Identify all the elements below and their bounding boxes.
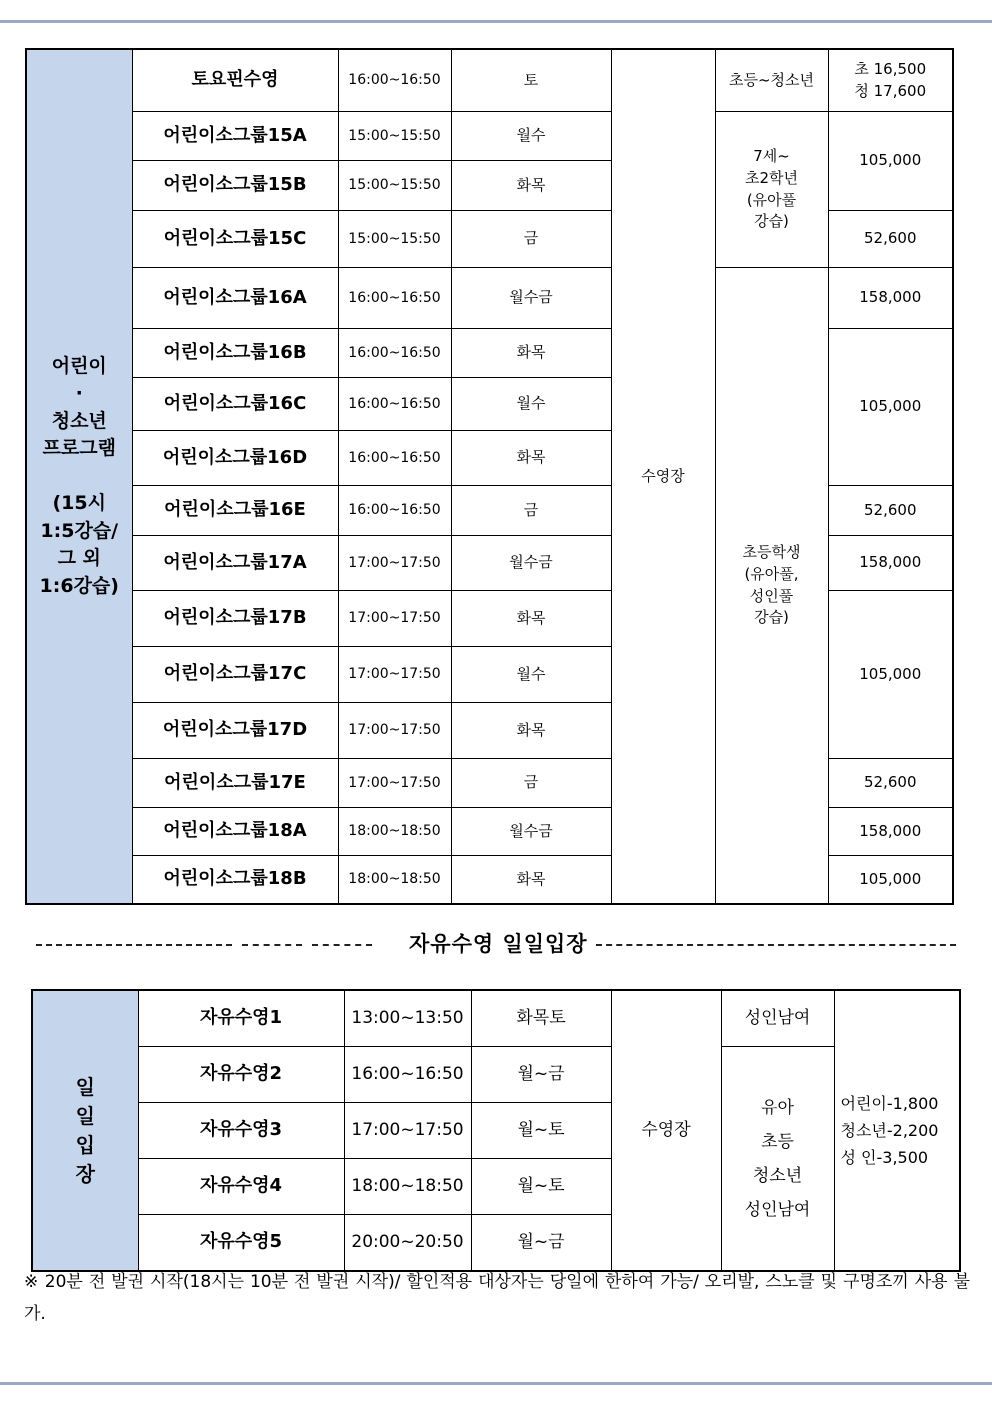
target-cell-line: 강습): [754, 608, 789, 627]
program-time: 18:00~18:50: [338, 856, 451, 905]
divider-dash-right: [596, 944, 956, 946]
program-name: 토요핀수영: [132, 49, 338, 112]
program-days: 월수금: [451, 536, 611, 591]
session-name: 자유수영1: [138, 990, 344, 1047]
program-time: 17:00~17:50: [338, 759, 451, 808]
youth-category-cell-line: 청소년: [51, 409, 107, 432]
target-cell-line: 강습): [754, 212, 789, 231]
session-name: 자유수영4: [138, 1159, 344, 1215]
program-days: 화목: [451, 329, 611, 378]
program-days: 금: [451, 759, 611, 808]
program-time: 16:00~16:50: [338, 431, 451, 486]
daily-category-cell-line: 입: [75, 1132, 95, 1157]
notice-text: ※ 20분 전 발권 시작(18시는 10분 전 발권 시작)/ 할인적용 대상자는 당일에 한하여 가능/ 오리발, 스노클 및 구명조끼 사용 불가.: [24, 1272, 970, 1324]
daily-category-cell-line: 일: [75, 1103, 95, 1128]
session-days: 화목토: [471, 990, 611, 1047]
program-name: 어린이소그룹17B: [132, 591, 338, 647]
program-days: 금: [451, 211, 611, 268]
program-time: 17:00~17:50: [338, 591, 451, 647]
session-time: 18:00~18:50: [344, 1159, 471, 1215]
target-cell: [715, 112, 828, 268]
target-cell: [721, 1047, 834, 1272]
daily-fee-cell-line: 어린이-1,800: [840, 1093, 939, 1113]
session-days: 월~금: [471, 1215, 611, 1272]
program-time: 18:00~18:50: [338, 808, 451, 856]
daily-fee-cell: [834, 990, 960, 1271]
program-time: 16:00~16:50: [338, 49, 451, 112]
session-time: 13:00~13:50: [344, 990, 471, 1047]
session-name: 자유수영5: [138, 1215, 344, 1272]
daily-admission-table: [31, 989, 961, 1272]
table-row: [26, 49, 953, 112]
fee-cell: 105,000: [828, 591, 953, 759]
target-cell-line: 유아: [761, 1097, 794, 1118]
divider-dash-left-3: [312, 944, 372, 946]
program-time: 16:00~16:50: [338, 486, 451, 536]
fee-cell-line: 청 17,600: [854, 81, 927, 100]
program-time: 15:00~15:50: [338, 211, 451, 268]
program-name: 어린이소그룹15A: [132, 112, 338, 161]
program-days: 금: [451, 486, 611, 536]
daily-category-cell: [32, 990, 138, 1271]
youth-category-cell-line: (15시: [52, 492, 106, 515]
fee-cell-line: 초 16,500: [854, 59, 927, 78]
program-name: 어린이소그룹15C: [132, 211, 338, 268]
daily-category-cell-line: 일: [75, 1074, 95, 1099]
program-time: 17:00~17:50: [338, 703, 451, 759]
program-days: 화목: [451, 161, 611, 211]
fee-cell: 158,000: [828, 268, 953, 329]
target-cell-line: 성인풀: [749, 586, 794, 605]
fee-cell: 158,000: [828, 536, 953, 591]
program-name: 어린이소그룹17A: [132, 536, 338, 591]
program-days: 월수: [451, 647, 611, 703]
session-time: 20:00~20:50: [344, 1215, 471, 1272]
table-row: [32, 1047, 960, 1103]
youth-category-cell-line: 1:6강습): [39, 574, 119, 597]
youth-category-cell-line: [27, 463, 132, 491]
table-row: [26, 268, 953, 329]
target-cell-line: 청소년: [752, 1165, 803, 1186]
program-time: 15:00~15:50: [338, 161, 451, 211]
program-days: 화목: [451, 431, 611, 486]
program-name: 어린이소그룹15B: [132, 161, 338, 211]
target-cell-line: 초등학생: [742, 543, 801, 561]
youth-category-cell-line: 1:5강습/: [40, 519, 119, 542]
program-time: 16:00~16:50: [338, 378, 451, 431]
daily-admission-title: 자유수영 일일입장: [409, 932, 588, 956]
youth-category-cell-line: 어린이: [51, 354, 107, 377]
table-row: [26, 112, 953, 161]
divider-dash-left-1: [36, 944, 232, 946]
program-days: 월수: [451, 378, 611, 431]
program-name: 어린이소그룹17D: [132, 703, 338, 759]
program-name: 어린이소그룹17E: [132, 759, 338, 808]
fee-cell: 52,600: [828, 486, 953, 536]
session-time: 17:00~17:50: [344, 1103, 471, 1159]
target-cell-line: 성인남여: [744, 1199, 811, 1220]
program-days: 화목: [451, 591, 611, 647]
session-days: 월~토: [471, 1159, 611, 1215]
session-days: 월~토: [471, 1103, 611, 1159]
daily-location-cell: 수영장: [611, 990, 721, 1271]
fee-cell: 158,000: [828, 808, 953, 856]
session-days: 월~금: [471, 1047, 611, 1103]
program-days: 월수금: [451, 808, 611, 856]
program-time: 16:00~16:50: [338, 329, 451, 378]
fee-cell: [828, 49, 953, 112]
target-cell: [715, 268, 828, 905]
program-days: 화목: [451, 703, 611, 759]
fee-cell: 105,000: [828, 112, 953, 211]
program-name: 어린이소그룹16A: [132, 268, 338, 329]
program-time: 16:00~16:50: [338, 268, 451, 329]
daily-category-cell-line: 장: [75, 1161, 95, 1186]
target-cell-line: 초2학년: [744, 168, 798, 187]
session-time: 16:00~16:50: [344, 1047, 471, 1103]
program-name: 어린이소그룹16E: [132, 486, 338, 536]
youth-location-cell: 수영장: [611, 49, 715, 904]
program-name: 어린이소그룹17C: [132, 647, 338, 703]
page-bottom-border: [0, 1382, 992, 1385]
program-days: 토: [451, 49, 611, 112]
section-divider: [36, 928, 956, 964]
program-time: 17:00~17:50: [338, 536, 451, 591]
program-name: 어린이소그룹18A: [132, 808, 338, 856]
program-days: 월수: [451, 112, 611, 161]
daily-fee-cell-line: 성 인-3,500: [840, 1148, 929, 1168]
fee-cell: 105,000: [828, 856, 953, 905]
target-cell-line: 7세~: [753, 147, 790, 165]
target-cell-line: (유아풀,: [744, 564, 799, 583]
fee-cell: 52,600: [828, 211, 953, 268]
target-cell-line: 초등: [761, 1131, 794, 1152]
youth-category-cell-line: 그 외: [57, 547, 101, 570]
table-row: [32, 990, 960, 1047]
session-name: 자유수영2: [138, 1047, 344, 1103]
daily-fee-cell-line: 청소년-2,200: [840, 1120, 939, 1140]
youth-category-cell-line: 프로그램: [42, 437, 116, 460]
fee-cell: 105,000: [828, 329, 953, 486]
target-cell: 초등~청소년: [715, 49, 828, 112]
youth-category-cell: [26, 49, 132, 904]
page-top-border: [0, 20, 992, 23]
target-cell-line: (유아풀: [746, 190, 797, 209]
program-name: 어린이소그룹16D: [132, 431, 338, 486]
program-days: 화목: [451, 856, 611, 905]
target-cell: 성인남여: [721, 990, 834, 1047]
program-time: 17:00~17:50: [338, 647, 451, 703]
youth-category-cell-line: ·: [75, 382, 83, 405]
program-time: 15:00~15:50: [338, 112, 451, 161]
program-name: 어린이소그룹16B: [132, 329, 338, 378]
program-name: 어린이소그룹16C: [132, 378, 338, 431]
program-days: 월수금: [451, 268, 611, 329]
program-name: 어린이소그룹18B: [132, 856, 338, 905]
divider-dash-left-2: [242, 944, 302, 946]
youth-program-table: [25, 48, 954, 905]
session-name: 자유수영3: [138, 1103, 344, 1159]
fee-cell: 52,600: [828, 759, 953, 808]
